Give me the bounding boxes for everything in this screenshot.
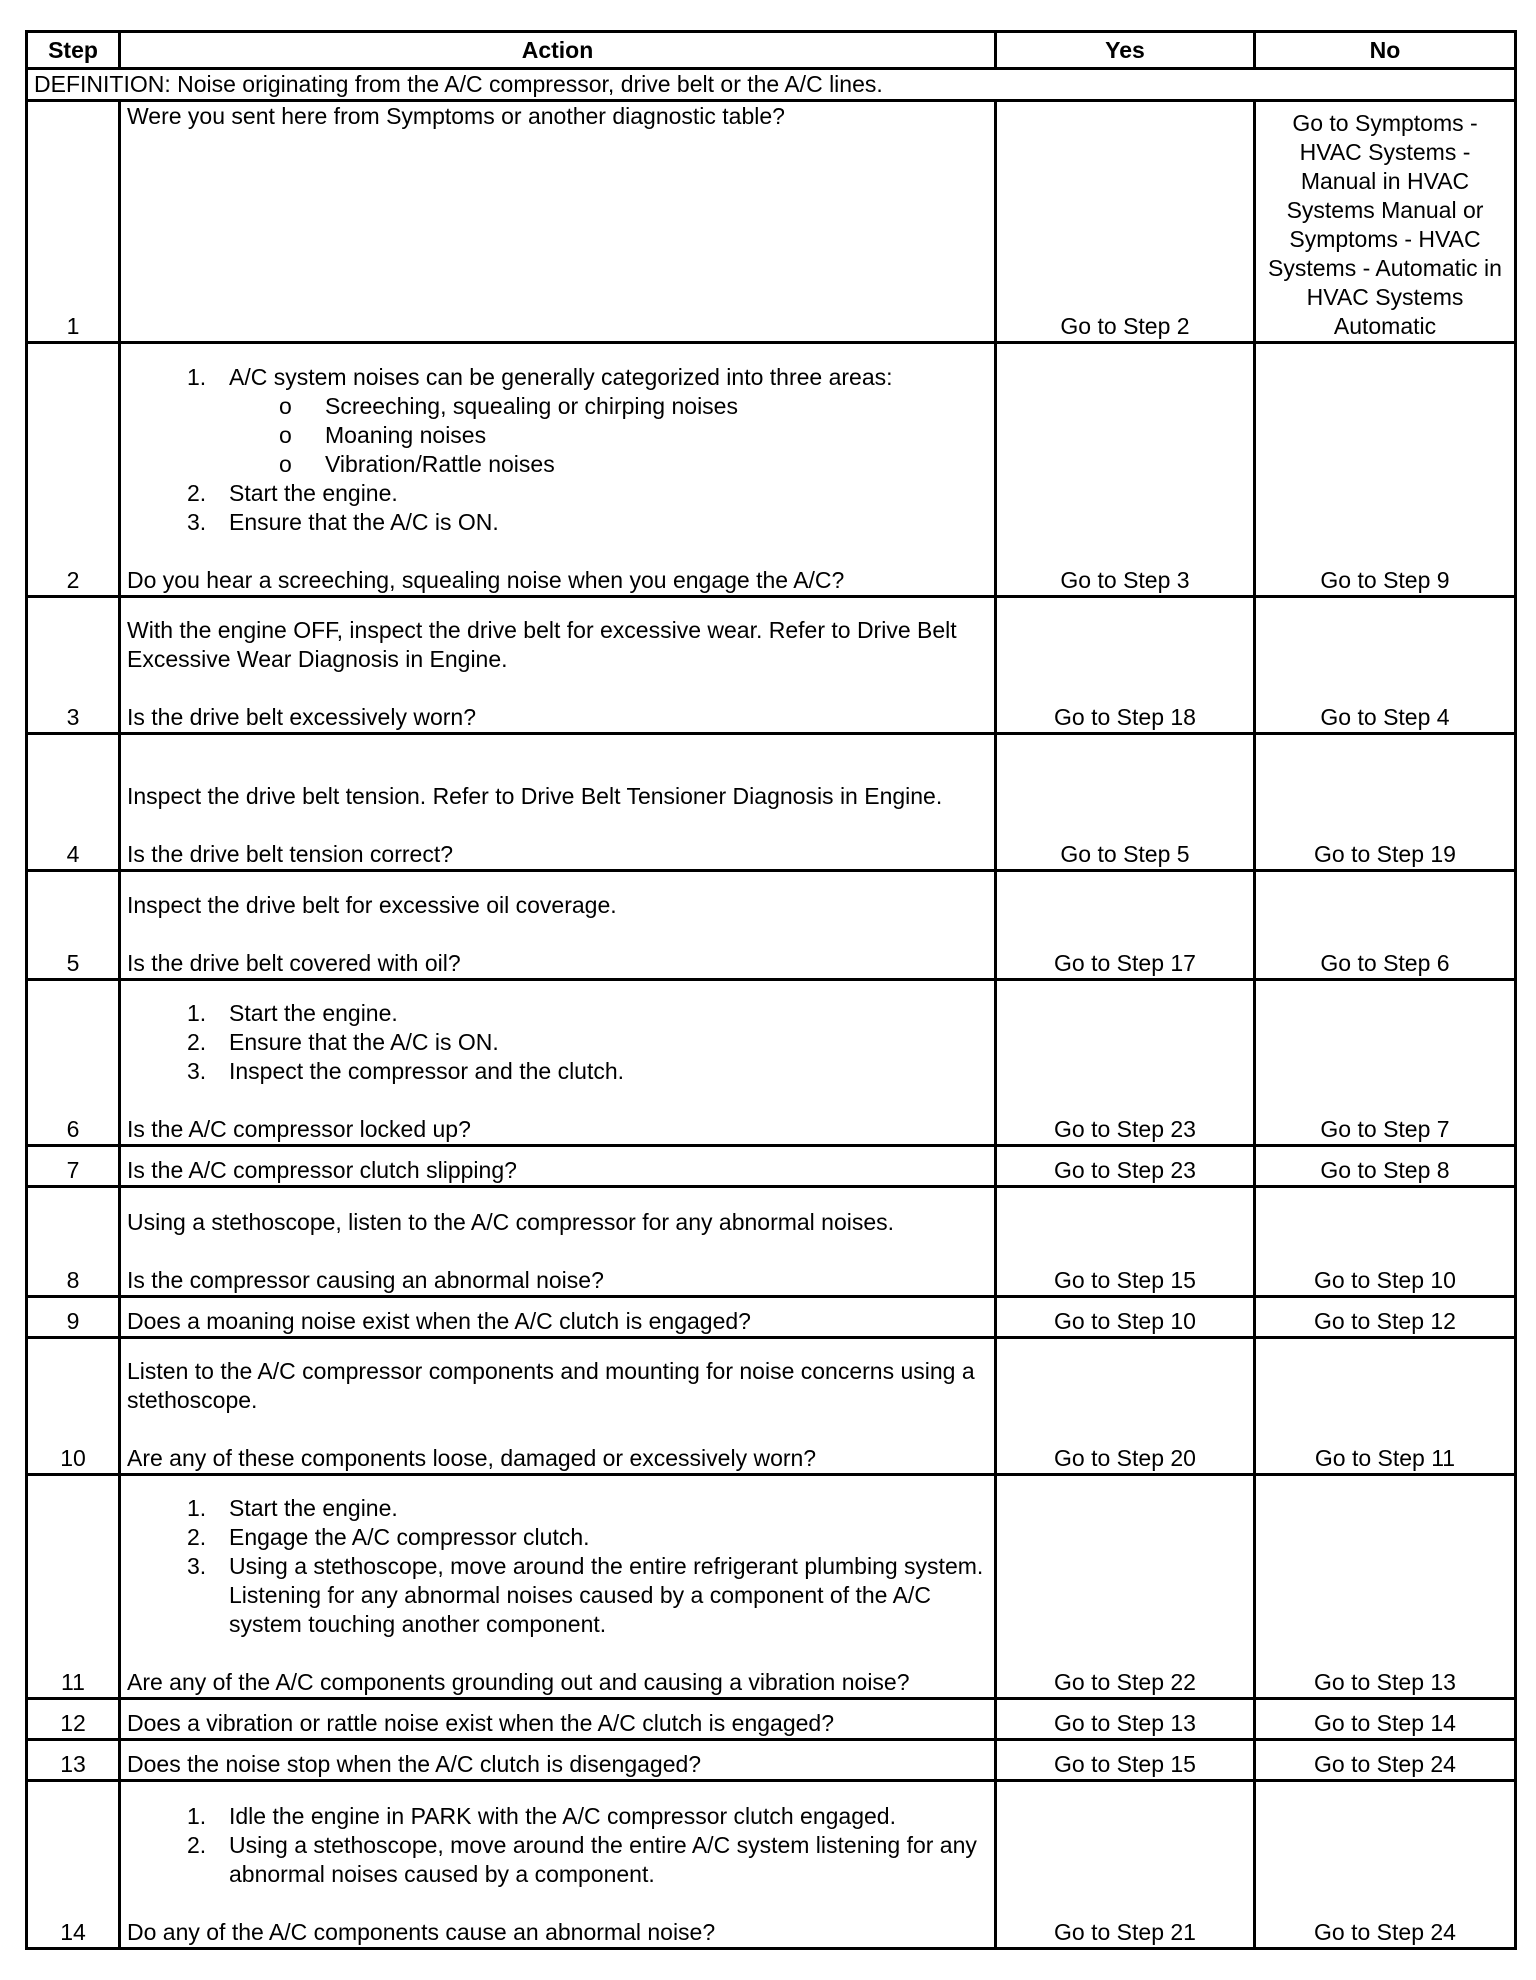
- action-cell: [120, 1475, 996, 1699]
- step-number: 2: [27, 343, 120, 597]
- list-item: [187, 1552, 988, 1639]
- list-number: 3.: [187, 509, 207, 535]
- list-item: [187, 1802, 988, 1831]
- list-text: A/C system noises can be generally categorized into three areas:: [229, 364, 893, 390]
- no-cell: Go to Step 8: [1255, 1146, 1516, 1187]
- step-number: 12: [27, 1699, 120, 1740]
- list-text: Engage the A/C compressor clutch.: [229, 1524, 590, 1550]
- table-row: [27, 1781, 1516, 1949]
- list-text: Using a stethoscope, move around the entire refrigerant plumbing system. Listening for any abnormal noises caused by a component of the A/C system touching another component.: [229, 1553, 984, 1637]
- action-question: Do any of the A/C components cause an abnormal noise?: [127, 1919, 716, 1945]
- yes-cell: Go to Step 22: [996, 1475, 1255, 1699]
- yes-cell: Go to Step 21: [996, 1781, 1255, 1949]
- step-number: 14: [27, 1781, 120, 1949]
- action-cell: [120, 871, 996, 980]
- sub-text: Screeching, squealing or chirping noises: [325, 393, 738, 419]
- list-number: 1.: [187, 1000, 207, 1026]
- yes-cell: Go to Step 15: [996, 1740, 1255, 1781]
- no-cell: Go to Step 19: [1255, 734, 1516, 871]
- action-cell: [120, 343, 996, 597]
- yes-cell: Go to Step 13: [996, 1699, 1255, 1740]
- bullet-icon: o: [279, 422, 292, 448]
- action-question: Is the drive belt excessively worn?: [127, 704, 476, 730]
- action-question: Is the drive belt covered with oil?: [127, 950, 461, 976]
- list-item: [187, 479, 988, 508]
- table-header-row: [27, 32, 1516, 69]
- sub-item: [279, 392, 988, 421]
- list-number: 2.: [187, 1832, 207, 1858]
- action-list: [127, 1802, 988, 1889]
- list-number: 2.: [187, 1524, 207, 1550]
- action-question: Are any of the A/C components grounding out and causing a vibration noise?: [127, 1669, 910, 1695]
- action-cell: [120, 1338, 996, 1475]
- action-question: Does the noise stop when the A/C clutch is disengaged?: [127, 1751, 702, 1777]
- action-intro: Listen to the A/C compressor components and mounting for noise concerns using a stethoscope.: [127, 1358, 975, 1413]
- table-row: [27, 1699, 1516, 1740]
- step-number: 9: [27, 1297, 120, 1338]
- yes-cell: Go to Step 3: [996, 343, 1255, 597]
- list-item: [187, 1494, 988, 1523]
- step-number: 1: [27, 101, 120, 343]
- action-cell: [120, 101, 996, 343]
- definition-row: [27, 69, 1516, 101]
- table-row: [27, 1146, 1516, 1187]
- sub-text: Vibration/Rattle noises: [325, 451, 555, 477]
- yes-cell: Go to Step 15: [996, 1187, 1255, 1297]
- list-text: Start the engine.: [229, 1495, 398, 1521]
- header-action: Action: [120, 32, 996, 69]
- table-row: [27, 980, 1516, 1146]
- step-number: 5: [27, 871, 120, 980]
- table-row: [27, 1740, 1516, 1781]
- yes-cell: Go to Step 20: [996, 1338, 1255, 1475]
- action-intro: Inspect the drive belt for excessive oil coverage.: [127, 892, 617, 918]
- list-text: Start the engine.: [229, 480, 398, 506]
- action-question: Is the A/C compressor locked up?: [127, 1116, 471, 1142]
- definition-text: DEFINITION: Noise originating from the A/C compressor, drive belt or the A/C lines.: [27, 69, 1516, 101]
- sub-item: [279, 421, 988, 450]
- table-row: [27, 101, 1516, 343]
- header-yes: Yes: [996, 32, 1255, 69]
- diagnostic-table: [25, 30, 1517, 1950]
- table-row: [27, 1475, 1516, 1699]
- action-question: Does a vibration or rattle noise exist when the A/C clutch is engaged?: [127, 1710, 835, 1736]
- action-cell: [120, 1187, 996, 1297]
- action-intro: With the engine OFF, inspect the drive belt for excessive wear. Refer to Drive Belt Excessive Wear Diagnosis in Engine.: [127, 617, 957, 672]
- action-cell: [120, 980, 996, 1146]
- table-row: [27, 871, 1516, 980]
- action-cell: [120, 1146, 996, 1187]
- table-row: [27, 343, 1516, 597]
- action-question: Are any of these components loose, damaged or excessively worn?: [127, 1445, 817, 1471]
- action-question: Does a moaning noise exist when the A/C clutch is engaged?: [127, 1308, 751, 1334]
- action-cell: [120, 597, 996, 734]
- yes-cell: Go to Step 2: [996, 101, 1255, 343]
- no-cell: Go to Step 10: [1255, 1187, 1516, 1297]
- list-item: [187, 1028, 988, 1057]
- bullet-icon: o: [279, 451, 292, 477]
- action-question: Is the drive belt tension correct?: [127, 841, 453, 867]
- list-number: 2.: [187, 480, 207, 506]
- list-number: 2.: [187, 1029, 207, 1055]
- no-cell: Go to Step 13: [1255, 1475, 1516, 1699]
- list-number: 1.: [187, 1495, 207, 1521]
- sub-text: Moaning noises: [325, 422, 487, 448]
- yes-cell: Go to Step 17: [996, 871, 1255, 980]
- list-number: 1.: [187, 364, 207, 390]
- table-row: [27, 734, 1516, 871]
- action-question: Is the A/C compressor clutch slipping?: [127, 1157, 517, 1183]
- list-text: Ensure that the A/C is ON.: [229, 1029, 499, 1055]
- list-item: [187, 1831, 988, 1889]
- yes-cell: Go to Step 23: [996, 980, 1255, 1146]
- action-cell: [120, 1781, 996, 1949]
- no-cell: Go to Step 14: [1255, 1699, 1516, 1740]
- action-list: [127, 999, 988, 1086]
- sub-item: [279, 450, 988, 479]
- header-no: No: [1255, 32, 1516, 69]
- step-number: 7: [27, 1146, 120, 1187]
- list-item: [187, 999, 988, 1028]
- step-number: 11: [27, 1475, 120, 1699]
- list-item: [187, 1057, 988, 1086]
- step-number: 4: [27, 734, 120, 871]
- step-number: 13: [27, 1740, 120, 1781]
- table-row: [27, 1187, 1516, 1297]
- list-item: [187, 508, 988, 537]
- action-cell: [120, 1699, 996, 1740]
- no-cell: Go to Step 12: [1255, 1297, 1516, 1338]
- list-text: Idle the engine in PARK with the A/C compressor clutch engaged.: [229, 1803, 896, 1829]
- action-question: Do you hear a screeching, squealing noise when you engage the A/C?: [127, 567, 845, 593]
- no-cell: Go to Symptoms - HVAC Systems - Manual in HVAC Systems Manual or Symptoms - HVAC Systems - Automatic in HVAC Systems Automatic: [1255, 101, 1516, 343]
- action-intro: Were you sent here from Symptoms or another diagnostic table?: [127, 103, 785, 129]
- table-row: [27, 597, 1516, 734]
- bullet-icon: o: [279, 393, 292, 419]
- no-cell: Go to Step 24: [1255, 1740, 1516, 1781]
- yes-cell: Go to Step 23: [996, 1146, 1255, 1187]
- action-cell: [120, 734, 996, 871]
- sub-list: [229, 392, 988, 479]
- action-question: Is the compressor causing an abnormal noise?: [127, 1267, 604, 1293]
- list-item: [187, 1523, 988, 1552]
- action-list: [127, 1494, 988, 1639]
- no-cell: Go to Step 9: [1255, 343, 1516, 597]
- step-number: 8: [27, 1187, 120, 1297]
- list-number: 1.: [187, 1803, 207, 1829]
- yes-cell: Go to Step 10: [996, 1297, 1255, 1338]
- yes-cell: Go to Step 18: [996, 597, 1255, 734]
- action-cell: [120, 1740, 996, 1781]
- action-list: [127, 363, 988, 537]
- step-number: 6: [27, 980, 120, 1146]
- step-number: 3: [27, 597, 120, 734]
- action-cell: [120, 1297, 996, 1338]
- list-number: 3.: [187, 1058, 207, 1084]
- table-row: [27, 1297, 1516, 1338]
- no-cell: Go to Step 24: [1255, 1781, 1516, 1949]
- list-text: Start the engine.: [229, 1000, 398, 1026]
- header-step: Step: [27, 32, 120, 69]
- list-number: 3.: [187, 1553, 207, 1579]
- action-intro: Using a stethoscope, listen to the A/C compressor for any abnormal noises.: [127, 1209, 895, 1235]
- action-intro: Inspect the drive belt tension. Refer to Drive Belt Tensioner Diagnosis in Engine.: [127, 783, 943, 809]
- no-cell: Go to Step 11: [1255, 1338, 1516, 1475]
- list-text: Inspect the compressor and the clutch.: [229, 1058, 625, 1084]
- list-text: Ensure that the A/C is ON.: [229, 509, 499, 535]
- list-text: Using a stethoscope, move around the entire A/C system listening for any abnormal noises caused by a component.: [229, 1832, 977, 1887]
- yes-cell: Go to Step 5: [996, 734, 1255, 871]
- no-cell: Go to Step 7: [1255, 980, 1516, 1146]
- table-row: [27, 1338, 1516, 1475]
- list-item: [187, 363, 988, 479]
- step-number: 10: [27, 1338, 120, 1475]
- no-cell: Go to Step 6: [1255, 871, 1516, 980]
- no-cell: Go to Step 4: [1255, 597, 1516, 734]
